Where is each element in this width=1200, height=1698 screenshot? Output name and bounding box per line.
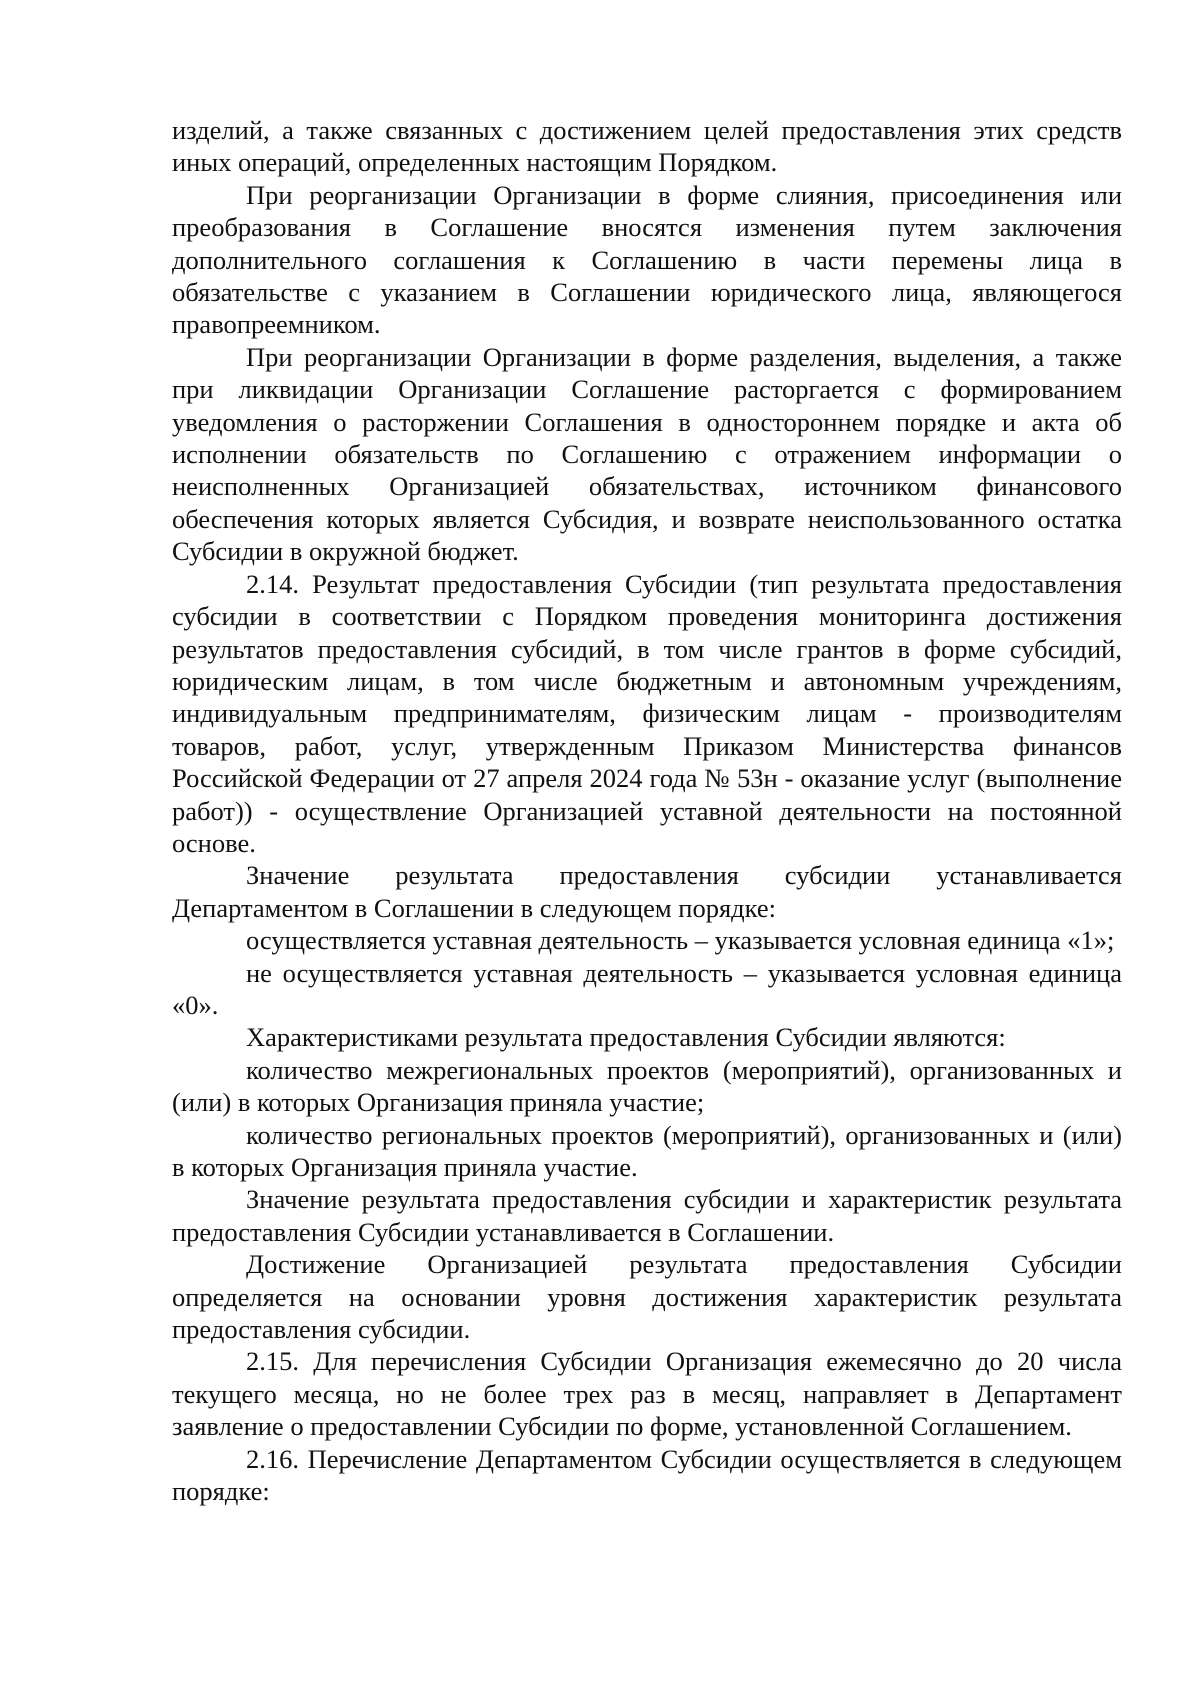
paragraph-interregional-projects: количество межрегиональных проектов (мероприятий), организованных и (или) в которых Организация приняла участие;	[172, 1054, 1122, 1118]
paragraph-achievement: Достижение Организацией результата предоставления Субсидии определяется на основании уровня достижения характеристик результата предоставления субсидии.	[172, 1249, 1122, 1345]
paragraph-result-unit-1: осуществляется уставная деятельность – указывается условная единица «1»;	[246, 925, 1115, 956]
paragraph-characteristics-heading: Характеристиками результата предоставления Субсидии являются:	[246, 1022, 1006, 1053]
paragraph-2-16: 2.16. Перечисление Департаментом Субсидии осуществляется в следующем порядке:	[172, 1443, 1122, 1507]
paragraph-2-14: 2.14. Результат предоставления Субсидии (тип результата предоставления субсидии в соответствии с Порядком проведения мониторинга достижения результатов предоставления субсидий, в том числе грантов в форме субсидий, юридическим лицам, в том числе бюджетным и автономным учреждениям, индивидуальным предпринимателям, физическим лицам - производителям товаров, работ, услуг, утвержденным Приказом Министерства финансов Российской Федерации от 27 апреля 2024 года № 53н - оказание услуг (выполнение работ)) - осуществление Организацией уставной деятельности на постоянной основе.	[172, 568, 1122, 858]
paragraph-2-15: 2.15. Для перечисления Субсидии Организация ежемесячно до 20 числа текущего месяца, но не более трех раз в месяц, направляет в Департамент заявление о предоставлении Субсидии по форме, установленной Соглашением.	[172, 1346, 1122, 1442]
paragraph-values-in-agreement: Значение результата предоставления субсидии и характеристик результата предоставления Субсидии устанавливается в Соглашении.	[172, 1184, 1122, 1247]
document-text	[172, 114, 1122, 1507]
paragraph-reorganization-division: При реорганизации Организации в форме разделения, выделения, а также при ликвидации Организации Соглашение расторгается с формированием уведомления о расторжении Соглашения в одностороннем порядке и акта об исполнении обязательств по Соглашению с отражением информации о неисполненных Организацией обязательствах, источником финансового обеспечения которых является Субсидия, и возврате неиспользованного остатка Субсидии в окружной бюджет.	[172, 341, 1122, 567]
paragraph-result-value: Значение результата предоставления субсидии устанавливается Департаментом в Соглашении в следующем порядке:	[172, 860, 1122, 923]
paragraph-reorganization-merger: При реорганизации Организации в форме слияния, присоединения или преобразования в Соглашение вносятся изменения путем заключения дополнительного соглашения к Соглашению в части перемены лица в обязательстве с указанием в Соглашении юридического лица, являющегося правопреемником.	[172, 179, 1122, 340]
paragraph-result-unit-0: не осуществляется уставная деятельность – указывается условная единица «0».	[172, 957, 1122, 1020]
paragraph-regional-projects: количество региональных проектов (мероприятий), организованных и (или) в которых Организация приняла участие.	[172, 1119, 1122, 1182]
paragraph-continuation: изделий, а также связанных с достижением целей предоставления этих средств иных операций, определенных настоящим Порядком.	[172, 115, 1122, 178]
